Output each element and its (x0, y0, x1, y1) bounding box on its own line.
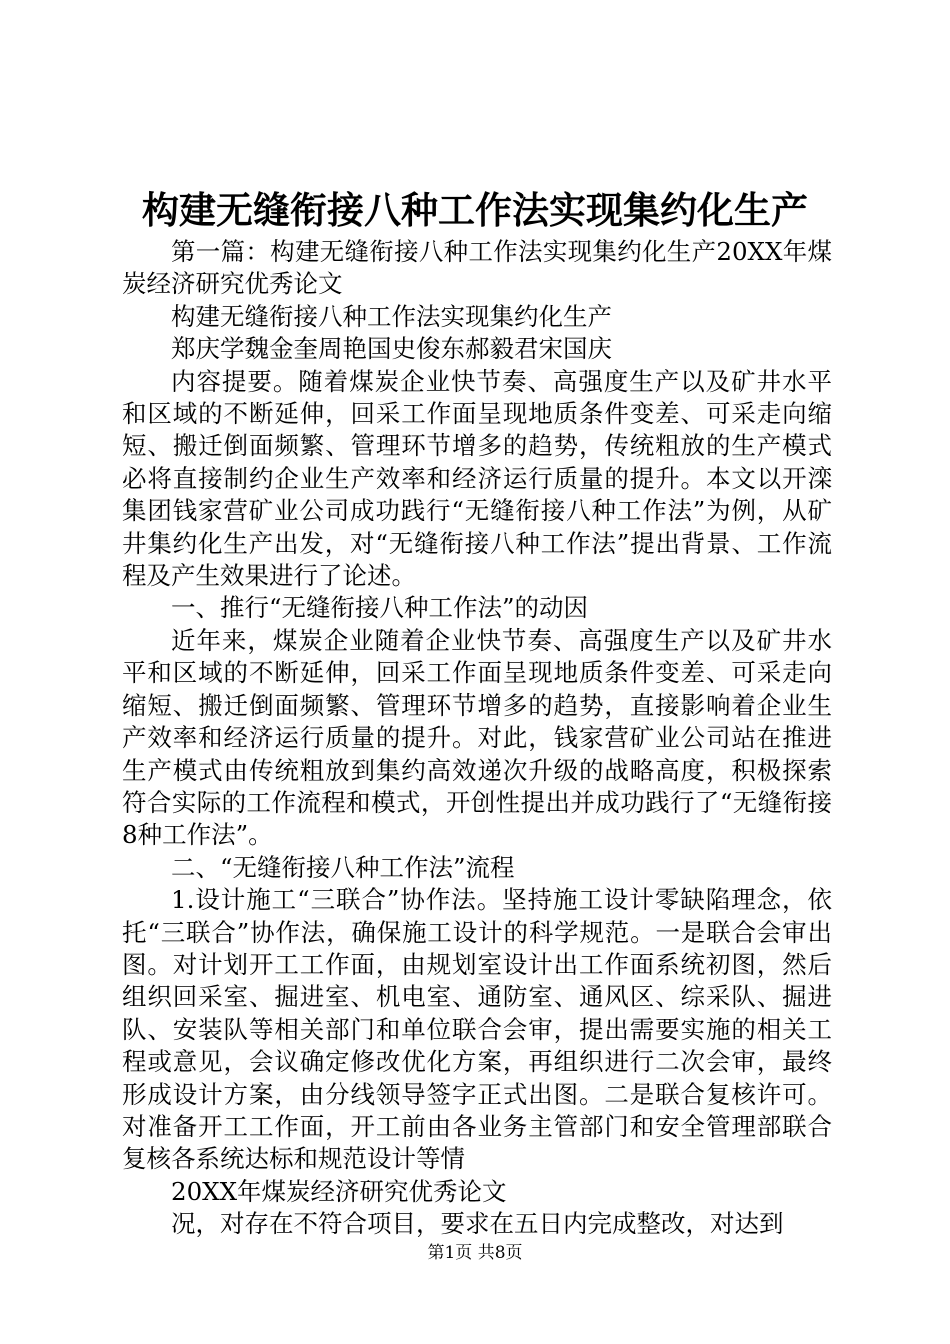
paragraph-section-one-body: 近年来，煤炭企业随着企业快节奏、高强度生产以及矿井水平和区域的不断延伸，回采工作面呈现地质条件变差、可采走向缩短、搬迁倒面频繁、管理环节增多的趋势，直接影响着企业生产效率和经济运行质量的提升。对此，钱家营矿业公司站在推进生产模式由传统粗放到集约高效递次升级的战略高度，积极探索符合实际的工作流程和模式，开创性提出并成功践行了“无缝衔接8种工作法”。 (122, 625, 832, 850)
paragraph-first-article-heading: 第一篇：构建无缝衔接八种工作法实现集约化生产20XX年煤炭经济研究优秀论文 (122, 237, 832, 299)
paragraph-authors: 郑庆学魏金奎周艳国史俊东郝毅君宋国庆 (171, 334, 612, 364)
page-number-footer: 第1页 共8页 (427, 1243, 523, 1263)
paragraph-subtitle: 构建无缝衔接八种工作法实现集约化生产 (171, 301, 612, 331)
paragraph-section-two-heading: 二、“无缝衔接八种工作法”流程 (171, 852, 515, 882)
paragraph-method-one: 1.设计施工“三联合”协作法。坚持施工设计零缺陷理念，依托“三联合”协作法，确保施工设计的科学规范。一是联合会审出图。对计划开工工作面，由规划室设计出工作面系统初图，然后组织回采室、掘进室、机电室、通防室、通风区、综采队、掘进队、安装队等相关部门和单位联合会审，提出需要实施的相关工程或意见，会议确定修改优化方案，再组织进行二次会审，最终形成设计方案，由分线领导签字正式出图。二是联合复核许可。对准备开工工作面，开工前由各业务主管部门和安全管理部联合复核各系统达标和规范设计等情 (122, 885, 832, 1174)
paragraph-section-one-heading: 一、推行“无缝衔接八种工作法”的动因 (171, 593, 589, 623)
paragraph-continuation: 况，对存在不符合项目，要求在五日内完成整改，对达到 (171, 1209, 784, 1239)
document-body (122, 236, 832, 1241)
paragraph-abstract: 内容提要。随着煤炭企业快节奏、高强度生产以及矿井水平和区域的不断延伸，回采工作面呈现地质条件变差、可采走向缩短、搬迁倒面频繁、管理环节增多的趋势，传统粗放的生产模式必将直接制约企业生产效率和经济运行质量的提升。本文以开滦集团钱家营矿业公司成功践行“无缝衔接八种工作法”为例，从矿井集约化生产出发，对“无缝衔接八种工作法”提出背景、工作流程及产生效果进行了论述。 (122, 366, 832, 591)
paragraph-running-header: 20XX年煤炭经济研究优秀论文 (171, 1176, 507, 1206)
document-title: 构建无缝衔接八种工作法实现集约化生产 (142, 188, 808, 232)
